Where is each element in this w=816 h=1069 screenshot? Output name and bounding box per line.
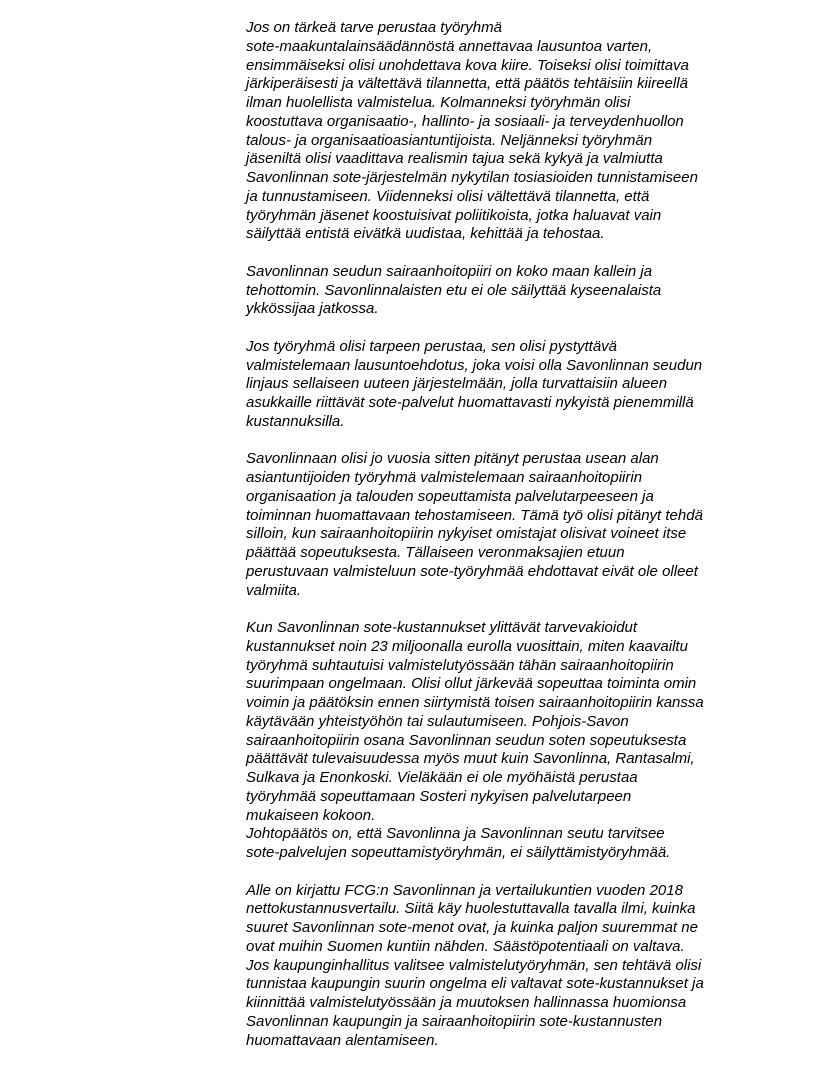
text-line: käytävään yhteistyöhön tai sulautumiseen. Pohjois-Savon xyxy=(246,712,629,730)
text-line: valmiita. xyxy=(246,581,302,599)
text-line: työryhmän jäsenet koostuisivat poliitikoista, jotka haluavat vain xyxy=(246,206,662,224)
text-line: säilyttää entistä eivätkä uudistaa, kehittää ja tehostaa. xyxy=(246,225,605,243)
text-line: toiminnan huomattavaan tehostamiseen. Tämä työ olisi pitänyt tehdä xyxy=(246,506,703,524)
text-line: kustannuksilla. xyxy=(246,412,345,430)
text-line: linjaus sellaiseen uuteen järjestelmään, jolla turvattaisiin alueen xyxy=(246,375,668,393)
text-line: koostuttava organisaatio-, hallinto- ja sosiaali- ja terveydenhuollon xyxy=(246,112,684,130)
text-line: Alle on kirjattu FCG:n Savonlinnan ja vertailukuntien vuoden 2018 xyxy=(246,881,683,899)
text-line: asukkaille riittävät sote-palvelut huomattavasti nykyistä pienemmillä xyxy=(246,394,694,411)
text-line: tunnistaa kaupungin suurin ongelma eli valtavat sote-kustannukset ja xyxy=(246,975,704,993)
text-line: mukaiseen kokoon. xyxy=(246,806,376,824)
text-line: kustannukset noin 23 miljoonalla eurolla vuosittain, miten kaavailtu xyxy=(246,637,688,655)
text-line: Kun Savonlinnan sote-kustannukset ylittävät tarvevakioidut xyxy=(246,619,638,636)
text-line: suurimpaan ongelmaan. Olisi ollut järkevää sopeuttaa toiminta omin xyxy=(246,675,697,693)
text-line: päättävät tulevaisuudessa myös muut kuin Savonlinna, Rantasalmi, xyxy=(246,750,695,768)
text-line: työryhmä suhtautuisi valmistelutyössään tähän sairaanhoitopiirin xyxy=(246,656,674,674)
text-line: suuret Savonlinnan sote-menot ovat, ja kuinka paljon suuremmat ne xyxy=(246,919,698,936)
text-line: organisaation ja talouden sopeuttamista palvelutarpeeseen ja xyxy=(246,487,654,505)
text-line: ensimmäiseksi olisi unohdettava kova kiire. Toiseksi olisi toimittava xyxy=(246,56,689,74)
text-line: sote-maakuntalainsäädännöstä annettavaa lausuntoa varten, xyxy=(246,37,653,55)
text-line: Savonlinnan sote-järjestelmän nykytilan tosiasioiden tunnistamiseen xyxy=(246,169,698,186)
text-line: talous- ja organisaatioasiantuntijoista. Neljänneksi työryhmän xyxy=(246,131,653,149)
text-line: sairaanhoitopiirin osana Savonlinnan seudun soten sopeutuksesta xyxy=(246,731,687,749)
text-line: ilman huolellista valmistelua. Kolmanneksi työryhmän olisi xyxy=(246,94,631,111)
text-line: voimin ja päätöksin ennen siirtymistä toisen sairaanhoitopiirin kanssa xyxy=(246,694,704,711)
text-line: sote-palvelujen sopeuttamistyöryhmän, ei säilyttämistyöryhmää. xyxy=(246,844,671,861)
text-line: tehottomin. Savonlinnalaisten etu ei ole säilyttää kyseenalaista xyxy=(246,281,662,299)
text-line: päättää sopeutuksesta. Tällaiseen veronmaksajien etuun xyxy=(246,544,625,561)
text-line: Savonlinnaan olisi jo vuosia sitten pitänyt perustaa usean alan xyxy=(246,450,659,468)
text-line: Sulkava ja Enonkoski. Vieläkään ei ole myöhäistä perustaa xyxy=(246,769,638,786)
paragraph xyxy=(246,338,746,432)
text-line: työryhmää sopeuttamaan Sosteri nykyisen palvelutarpeen xyxy=(246,787,632,805)
paragraph xyxy=(246,450,746,600)
paragraph xyxy=(246,882,746,1051)
text-line: jäseniltä olisi vaadittava realismin tajua sekä kykyä ja valmiutta xyxy=(246,150,663,168)
text-line: silloin, kun sairaanhoitopiirin nykyiset omistajat olisivat voineet itse xyxy=(246,525,687,543)
paragraph xyxy=(246,263,746,319)
paragraph xyxy=(246,19,746,244)
text-line: ykkössijaa jatkossa. xyxy=(246,300,379,318)
text-line: kiinnittää valmistelutyössään ja muutoksen hallinnassa huomionsa xyxy=(246,994,687,1011)
text-line: Savonlinnan kaupungin ja sairaanhoitopiirin sote-kustannusten xyxy=(246,1012,663,1030)
text-line: huomattavaan alentamiseen. xyxy=(246,1031,439,1049)
paragraph xyxy=(246,619,746,863)
text-line: Jos on tärkeä tarve perustaa työryhmä xyxy=(246,19,502,36)
text-line: asiantuntijoiden työryhmä valmistelemaan sairaanhoitopiirin xyxy=(246,469,643,486)
text-line: Jos työryhmä olisi tarpeen perustaa, sen olisi pystyttävä xyxy=(246,337,618,355)
text-line: Jos kaupunginhallitus valitsee valmistelutyöryhmän, sen tehtävä olisi xyxy=(246,956,702,974)
text-line: ja tunnustamiseen. Viidenneksi olisi vältettävä tilannetta, että xyxy=(246,187,650,205)
text-line: Savonlinnan seudun sairaanhoitopiiri on koko maan kallein ja xyxy=(246,262,653,280)
text-line: perustuvaan valmisteluun sote-työryhmää ehdottavat eivät ole olleet xyxy=(246,562,698,580)
document-body xyxy=(246,19,746,1069)
text-line: Johtopäätös on, että Savonlinna ja Savonlinnan seutu tarvitsee xyxy=(246,825,665,843)
text-line: ovat muihin Suomen kuntiin nähden. Säästöpotentiaali on valtava. xyxy=(246,937,685,955)
text-line: nettokustannusvertailu. Siitä käy huolestuttavalla tavalla ilmi, kuinka xyxy=(246,900,696,918)
text-line: järkiperäisesti ja vältettävä tilannetta, että päätös tehtäisiin kiireellä xyxy=(246,75,688,93)
text-line: valmistelemaan lausuntoehdotus, joka voisi olla Savonlinnan seudun xyxy=(246,356,703,374)
